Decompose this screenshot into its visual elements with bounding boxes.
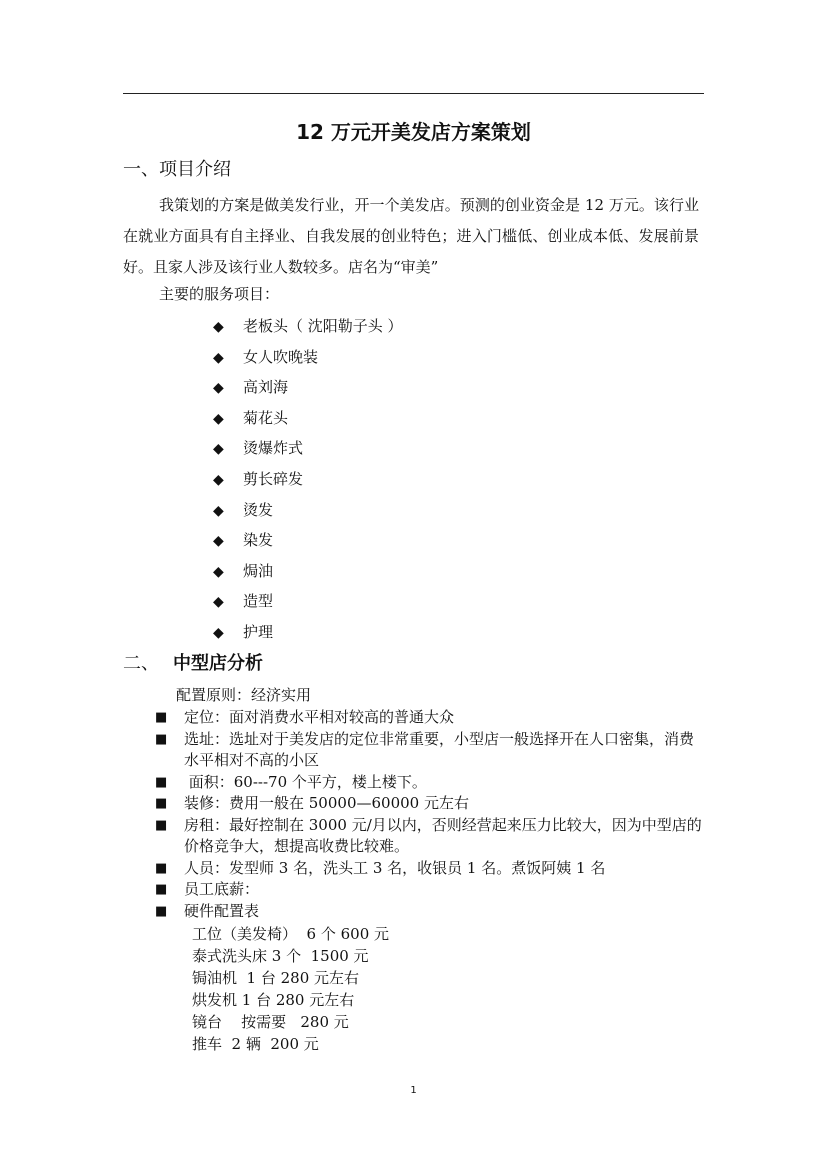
list-item: ◆ 高刘海 xyxy=(213,373,403,404)
list-item: ◆ 女人吹晚装 xyxy=(213,343,403,374)
diamond-bullet-icon: ◆ xyxy=(213,594,224,611)
list-item: ■ 房租：最好控制在 3000 元/月以内，否则经营起来压力比较大，因为中型店的价格竞争大，想提高收费比较难。 xyxy=(155,815,702,855)
list-item: 工位（美发椅） 6 个 600 元 xyxy=(192,925,390,943)
list-item: 锔油机 1 台 280 元左右 xyxy=(192,969,360,987)
section-heading-medium-store xyxy=(123,652,263,676)
section-number: 一、 xyxy=(123,159,159,180)
list-item: ■ 面积：60---70 个平方，楼上楼下。 xyxy=(155,772,705,794)
list-item: 泰式洗头床 3 个 1500 元 xyxy=(192,947,369,965)
services-label: 主要的服务项目： xyxy=(159,285,280,303)
list-item: ■ 选址：选址对于美发店的定位非常重要，小型店一般选择开在人口密集，消费水平相对不高的小区 xyxy=(155,729,695,769)
square-bullet-icon: ■ xyxy=(155,817,168,833)
list-item: ◆ 剪长碎发 xyxy=(213,465,403,496)
section-heading-project-intro xyxy=(123,158,231,182)
hardware-list xyxy=(192,923,389,1055)
square-bullet-icon: ■ xyxy=(155,774,168,790)
analysis-list xyxy=(155,707,705,922)
list-item: ◆ 菊花头 xyxy=(213,404,403,435)
square-bullet-icon: ■ xyxy=(155,710,168,725)
list-item: ◆ 老板头（ 沈阳勒子头 ） xyxy=(213,312,403,343)
square-bullet-icon: ■ xyxy=(155,796,168,811)
section-title: 项目介绍 xyxy=(159,159,231,180)
list-item: ■ 定位：面对消费水平相对较高的普通大众 xyxy=(155,707,705,729)
square-bullet-icon: ■ xyxy=(155,903,168,919)
service-list xyxy=(213,312,403,649)
list-item: ◆ 焗油 xyxy=(213,557,403,588)
diamond-bullet-icon: ◆ xyxy=(213,563,224,580)
list-item: ◆ 护理 xyxy=(213,618,403,649)
list-item: ◆ 烫发 xyxy=(213,496,403,527)
diamond-bullet-icon: ◆ xyxy=(213,502,224,519)
list-item: ■ 装修：费用一般在 50000—60000 元左右 xyxy=(155,793,705,815)
list-item: 推车 2 辆 200 元 xyxy=(192,1035,319,1053)
list-item: ■ 人员：发型师 3 名，洗头工 3 名，收银员 1 名。煮饭阿姨 1 名 xyxy=(155,858,705,880)
list-item: ◆ 造型 xyxy=(213,587,403,618)
diamond-bullet-icon: ◆ xyxy=(213,410,224,427)
list-item: 镜台 按需要 280 元 xyxy=(192,1013,349,1031)
list-item: ■ 硬件配置表 xyxy=(155,901,705,923)
section-title: 中型店分析 xyxy=(173,653,263,674)
diamond-bullet-icon: ◆ xyxy=(213,533,224,550)
diamond-bullet-icon: ◆ xyxy=(213,441,224,458)
list-item: ◆ 烫爆炸式 xyxy=(213,434,403,465)
diamond-bullet-icon: ◆ xyxy=(213,471,224,488)
diamond-bullet-icon: ◆ xyxy=(213,319,224,335)
diamond-bullet-icon: ◆ xyxy=(213,380,224,397)
square-bullet-icon: ■ xyxy=(155,731,168,747)
list-item: ■ 员工底薪： xyxy=(155,879,705,901)
config-principle: 配置原则：经济实用 xyxy=(176,686,312,704)
section-number: 二、 xyxy=(123,653,159,674)
intro-paragraph: 我策划的方案是做美发行业，开一个美发店。预测的创业资金是 12 万元。该行业在就业方面具有自主择业、自我发展的创业特色；进入门槛低、创业成本低、发展前景好。且家人涉及该行业人数较多。店名为“审美” xyxy=(123,196,699,276)
header-rule xyxy=(123,93,704,94)
diamond-bullet-icon: ◆ xyxy=(213,349,224,366)
page-number: 1 xyxy=(410,1085,417,1096)
square-bullet-icon: ■ xyxy=(155,860,168,876)
diamond-bullet-icon: ◆ xyxy=(213,624,224,641)
list-item: ◆ 染发 xyxy=(213,526,403,557)
document-title: 12 万元开美发店方案策划 xyxy=(296,120,531,144)
square-bullet-icon: ■ xyxy=(155,882,168,897)
list-item: 烘发机 1 台 280 元左右 xyxy=(192,991,355,1009)
